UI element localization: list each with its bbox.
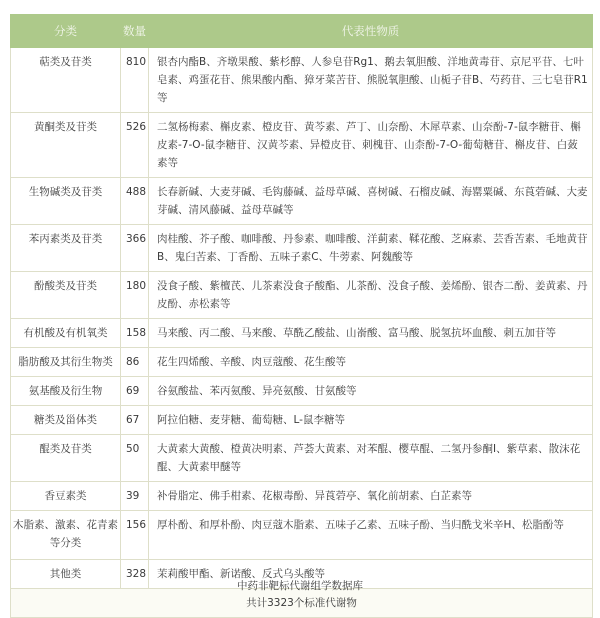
row-count: 810	[121, 48, 149, 113]
row-count: 366	[121, 225, 149, 272]
header-representatives: 代表性物质	[149, 15, 593, 48]
row-category: 其他类	[11, 560, 121, 589]
row-category: 苯丙素类及苷类	[11, 225, 121, 272]
row-count: 67	[121, 406, 149, 435]
row-category: 萜类及苷类	[11, 48, 121, 113]
row-count: 86	[121, 348, 149, 377]
row-count: 50	[121, 435, 149, 482]
row-category: 香豆素类	[11, 482, 121, 511]
row-count: 180	[121, 272, 149, 319]
row-count: 39	[121, 482, 149, 511]
row-representatives: 补骨脂定、佛手柑素、花椒毒酚、异莨菪亭、氧化前胡素、白芷素等	[149, 482, 593, 511]
row-category: 氨基酸及衍生物	[11, 377, 121, 406]
table-row	[11, 48, 593, 113]
row-count: 488	[121, 178, 149, 225]
metabolite-table	[10, 14, 593, 618]
row-category: 有机酸及有机氧类	[11, 319, 121, 348]
row-representatives: 马来酸、丙二酸、马来酸、草酰乙酸盐、山嵛酸、富马酸、脱氢抗坏血酸、刺五加苷等	[149, 319, 593, 348]
row-representatives: 大黄素大黄酸、橙黄决明素、芦荟大黄素、对苯醌、樱草醌、二氢丹参酮Ⅰ、紫草素、散沫花醌、大黄素甲醚等	[149, 435, 593, 482]
table-row	[11, 435, 593, 482]
row-category: 木脂素、激素、花青素等分类	[11, 511, 121, 560]
row-representatives: 二氢杨梅素、槲皮素、橙皮苷、黄芩素、芦丁、山奈酚、木犀草素、山奈酚-7-鼠李糖苷、槲皮素-7-O-鼠李糖苷、汉黄芩素、异橙皮苷、刺槐苷、山柰酚-7-O-葡萄糖苷、槲皮苷、白蔹素等	[149, 113, 593, 178]
table-row	[11, 225, 593, 272]
row-representatives: 肉桂酸、芥子酸、咖啡酸、丹参素、咖啡酸、洋蓟素、鞣花酸、芝麻素、芸香苦素、毛地黄苷B、鬼臼苦素、丁香酚、五味子素C、牛蒡素、阿魏酸等	[149, 225, 593, 272]
table-row	[11, 348, 593, 377]
row-representatives: 长春新碱、大麦芽碱、毛钩藤碱、益母草碱、喜树碱、石榴皮碱、海罂粟碱、东莨菪碱、大麦芽碱、清风藤碱、益母草碱等	[149, 178, 593, 225]
table-row	[11, 272, 593, 319]
row-count: 328	[121, 560, 149, 589]
row-count: 158	[121, 319, 149, 348]
total-summary: 共计3323个标准代谢物	[11, 589, 593, 618]
table-header-row	[11, 15, 593, 48]
row-category: 脂肪酸及其衍生物类	[11, 348, 121, 377]
row-representatives: 谷氨酸盐、苯丙氨酸、异亮氨酸、甘氨酸等	[149, 377, 593, 406]
table-row	[11, 178, 593, 225]
table-row	[11, 319, 593, 348]
header-category: 分类	[11, 15, 121, 48]
table-row	[11, 511, 593, 560]
table-row	[11, 113, 593, 178]
row-representatives: 阿拉伯糖、麦芽糖、葡萄糖、L-鼠李糖等	[149, 406, 593, 435]
table-row	[11, 377, 593, 406]
row-category: 糖类及甾体类	[11, 406, 121, 435]
table-row	[11, 406, 593, 435]
row-category: 生物碱类及苷类	[11, 178, 121, 225]
row-representatives: 银杏内酯B、齐墩果酸、紫杉醇、人参皂苷Rg1、鹅去氧胆酸、洋地黄毒苷、京尼平苷、七叶皂素、鸡蛋花苷、熊果酸内酯、獐牙菜苦苷、熊脱氧胆酸、山栀子苷B、芍药苷、三七皂苷R1等	[149, 48, 593, 113]
row-representatives: 没食子酸、紫檀芪、儿茶素没食子酸酯、儿茶酚、没食子酸、姜烯酚、银杏二酚、姜黄素、丹皮酚、赤松素等	[149, 272, 593, 319]
row-category: 黄酮类及苷类	[11, 113, 121, 178]
row-count: 156	[121, 511, 149, 560]
table-row	[11, 482, 593, 511]
row-count: 69	[121, 377, 149, 406]
row-representatives: 茉莉酸甲酯、新诺酸、反式乌头酸等	[149, 560, 593, 589]
row-representatives: 厚朴酚、和厚朴酚、肉豆蔻木脂素、五味子乙素、五味子酚、当归酰戈米辛H、松脂酚等	[149, 511, 593, 560]
table-caption: 中药非靶标代谢组学数据库	[237, 580, 363, 592]
row-count: 526	[121, 113, 149, 178]
row-category: 酚酸类及苷类	[11, 272, 121, 319]
header-count: 数量	[121, 15, 149, 48]
row-representatives: 花生四烯酸、辛酸、肉豆蔻酸、花生酸等	[149, 348, 593, 377]
row-category: 醌类及苷类	[11, 435, 121, 482]
